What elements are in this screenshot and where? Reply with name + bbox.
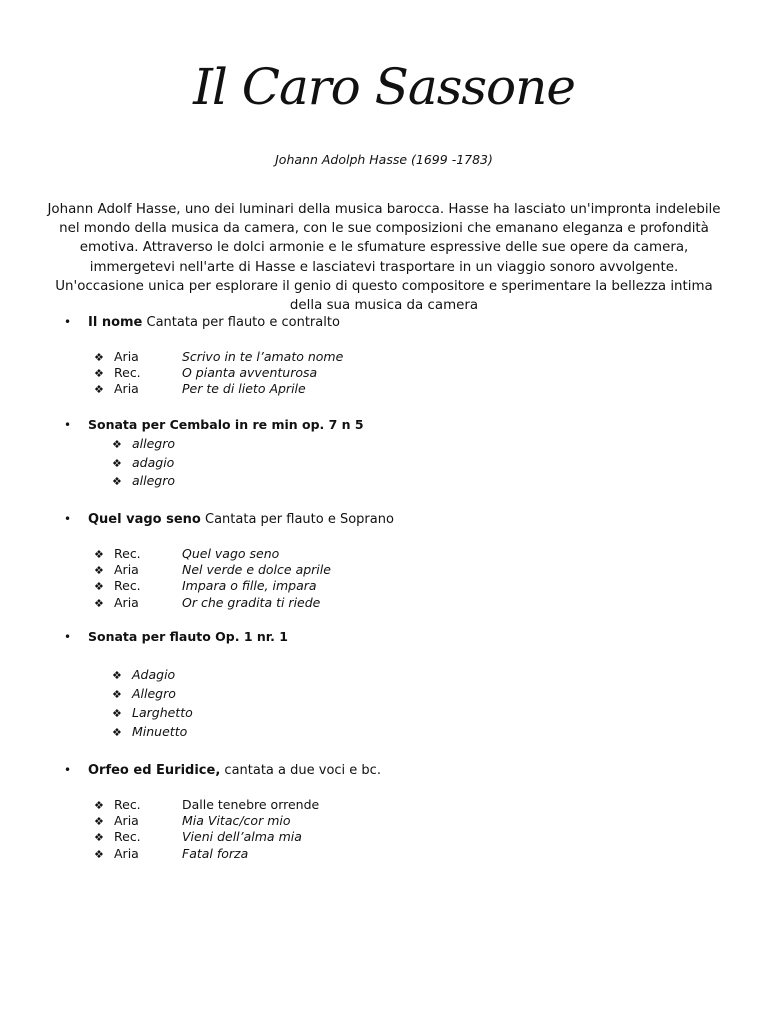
movement-type: Aria [114, 349, 139, 364]
movement-name: Vieni dell’alma mia [182, 829, 302, 844]
movement-name: Fatal forza [182, 846, 249, 861]
intro-paragraph: Johann Adolf Hasse, uno dei luminari della musica barocca. Hasse ha lasciato un'impronta indelebile nel mondo della musica da camera, con le sue composizioni che emanano eleganza e profondità emotiva. Attraverso le dolci armonie e le sfumature espressive delle sue opere da camera, immergetevi nell'arte di Hasse e lasciatevi trasportare in un viaggio sonoro avvolgente. Un'occasione unica per esplorare il genio di questo compositore e sperimentare la bellezza intima della sua musica da camera [47, 202, 721, 314]
movement-row [94, 813, 291, 829]
piece-title: Quel vago seno [88, 512, 201, 527]
movement-row [112, 455, 174, 471]
bullet-icon: • [64, 315, 72, 329]
diamond-bullet-icon: ❖ [112, 438, 122, 451]
diamond-bullet-icon: ❖ [112, 726, 122, 739]
bullet-icon: • [64, 512, 72, 526]
movement-row [112, 705, 193, 721]
movement-name: Scrivo in te l’amato nome [182, 349, 344, 364]
movement-name: Quel vago seno [182, 546, 280, 561]
movement-row [94, 546, 279, 562]
movement-type: Aria [114, 562, 139, 577]
diamond-bullet-icon: ❖ [112, 669, 122, 682]
movement-row [94, 578, 317, 594]
piece-sonata-flauto [64, 628, 288, 646]
movement-type: Rec. [114, 829, 141, 844]
piece-orfeo-euridice [64, 761, 381, 779]
movement-type: Rec. [114, 578, 141, 593]
piece-description: Cantata per flauto e contralto [146, 315, 340, 330]
piece-title: Il nome [88, 315, 143, 330]
movement-name: Impara o fille, impara [182, 578, 317, 593]
movement-name: Nel verde e dolce aprile [182, 562, 331, 577]
diamond-bullet-icon: ❖ [94, 564, 104, 577]
movement-row [112, 724, 187, 740]
movement-name: Or che gradita ti riede [182, 595, 321, 610]
piece-il-nome [64, 313, 340, 331]
bullet-icon: • [64, 418, 72, 432]
diamond-bullet-icon: ❖ [112, 688, 122, 701]
diamond-bullet-icon: ❖ [94, 580, 104, 593]
movement-row [112, 667, 175, 683]
piece-quel-vago-seno [64, 510, 394, 528]
movement-name: adagio [132, 455, 175, 470]
movement-row [94, 797, 319, 813]
piece-description: Cantata per flauto e Soprano [205, 512, 394, 527]
diamond-bullet-icon: ❖ [94, 848, 104, 861]
movement-name: Larghetto [132, 705, 193, 720]
movement-row [94, 349, 343, 365]
movement-type: Aria [114, 381, 139, 396]
movement-row [94, 595, 320, 611]
movement-name: O pianta avventurosa [182, 365, 318, 380]
movement-name: Per te di lieto Aprile [182, 381, 306, 396]
document-title: Il Caro Sassone [193, 58, 575, 116]
diamond-bullet-icon: ❖ [94, 367, 104, 380]
diamond-bullet-icon: ❖ [94, 831, 104, 844]
movement-type: Rec. [114, 365, 141, 380]
movement-name: Allegro [132, 686, 176, 701]
movement-type: Rec. [114, 797, 141, 812]
movement-row [112, 473, 175, 489]
diamond-bullet-icon: ❖ [94, 815, 104, 828]
movement-row [94, 365, 317, 381]
movement-name: allegro [132, 436, 176, 451]
bullet-icon: • [64, 630, 72, 644]
piece-sonata-cembalo [64, 416, 364, 434]
diamond-bullet-icon: ❖ [94, 597, 104, 610]
piece-title: Sonata per flauto Op. 1 nr. 1 [88, 629, 288, 644]
movement-name: Adagio [132, 667, 176, 682]
movement-name: Dalle tenebre orrende [182, 797, 320, 812]
movement-type: Rec. [114, 546, 141, 561]
piece-title: Sonata per Cembalo in re min op. 7 n 5 [88, 417, 364, 432]
movement-row [112, 686, 176, 702]
movement-type: Aria [114, 595, 139, 610]
movement-row [94, 846, 248, 862]
diamond-bullet-icon: ❖ [94, 799, 104, 812]
movement-name: Mia Vitac/cor mio [182, 813, 291, 828]
diamond-bullet-icon: ❖ [112, 457, 122, 470]
movement-row [94, 829, 302, 845]
diamond-bullet-icon: ❖ [94, 548, 104, 561]
piece-description: cantata a due voci e bc. [224, 763, 381, 778]
movement-name: Minuetto [132, 724, 188, 739]
movement-type: Aria [114, 846, 139, 861]
diamond-bullet-icon: ❖ [94, 351, 104, 364]
diamond-bullet-icon: ❖ [94, 383, 104, 396]
composer-subtitle: Johann Adolph Hasse (1699 -1783) [275, 152, 493, 167]
diamond-bullet-icon: ❖ [112, 707, 122, 720]
movement-row [112, 436, 175, 452]
diamond-bullet-icon: ❖ [112, 475, 122, 488]
bullet-icon: • [64, 763, 72, 777]
movement-type: Aria [114, 813, 139, 828]
movement-name: allegro [132, 473, 176, 488]
piece-title: Orfeo ed Euridice, [88, 763, 221, 778]
movement-row [94, 562, 331, 578]
movement-row [94, 381, 306, 397]
